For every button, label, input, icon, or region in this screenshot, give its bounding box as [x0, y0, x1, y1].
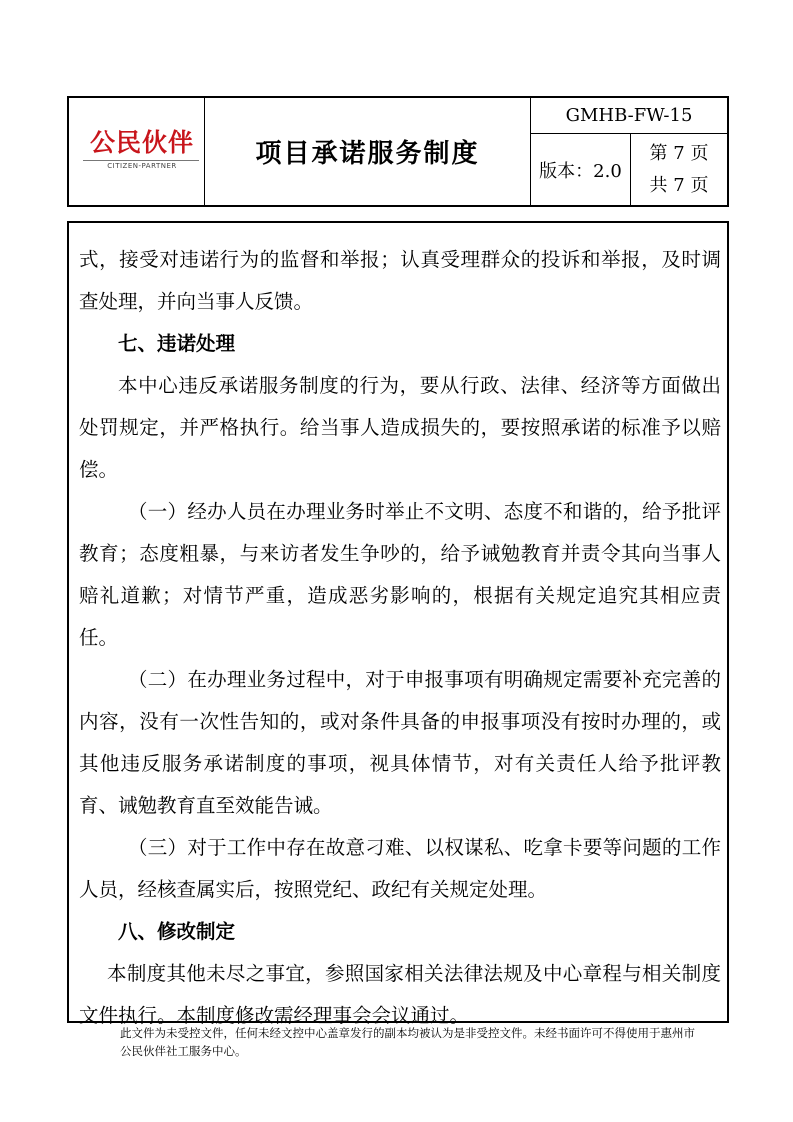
logo-divider [83, 160, 199, 161]
paragraph-7-3: （三）对于工作中存在故意刁难、以权谋私、吃拿卡要等问题的工作人员，经核查属实后，按照党纪、政纪有关规定处理。 [79, 836, 721, 901]
document-title: 项目承诺服务制度 [255, 139, 480, 169]
paragraph-8: 本制度其他未尽之事宜，参照国家相关法律法规及中心章程与相关制度文件执行。本制度修改需经理事会会议通过。 [79, 962, 721, 1027]
paragraph-7-1: （一）经办人员在办理业务时举止不文明、态度不和谐的，给予批评教育；态度粗暴，与来访者发生争吵的，给予诫勉教育并责令其向当事人赔礼道歉；对情节严重，造成恶劣影响的，根据有关规定追究其相应责任。 [79, 500, 721, 649]
document-body [67, 221, 729, 1027]
document-version: 版本：2.0 [531, 134, 631, 205]
title-cell [205, 98, 531, 205]
page-number: 第 7 页 [649, 142, 709, 164]
document-header [67, 96, 729, 207]
paragraph-7-2: （二）在办理业务过程中，对于申报事项有明确规定需要补充完善的内容，没有一次性告知的，或对条件具备的申报事项没有按时办理的，或其他违反服务承诺制度的事项，视具体情节，对有关责任人给予批评教育、诫勉教育直至效能告诫。 [79, 668, 721, 817]
control-notice: 此文件为未受控文件，任何未经文控中心盖章发行的副本均被认为是非受控文件。未经书面许可不得使用于惠州市公民伙伴社工服务中心。 [120, 1026, 695, 1058]
logo-cell [69, 98, 205, 205]
section-heading-8: 八、修改制定 [118, 920, 236, 943]
paragraph-continued: 式，接受对违诺行为的监督和举报；认真受理群众的投诉和举报，及时调查处理，并向当事人反馈。 [79, 248, 721, 313]
total-pages: 共 7 页 [649, 174, 709, 196]
section-heading-7: 七、违诺处理 [118, 332, 236, 355]
logo-subtitle: CITIZEN-PARTNER [107, 162, 177, 170]
page-info [631, 134, 727, 205]
paragraph-7-intro: 本中心违反承诺服务制度的行为，要从行政、法律、经济等方面做出处罚规定，并严格执行。给当事人造成损失的，要按照承诺的标准予以赔偿。 [79, 374, 721, 481]
logo: 公民伙伴 [89, 128, 194, 157]
document-code: GMHB-FW-15 [531, 98, 727, 134]
